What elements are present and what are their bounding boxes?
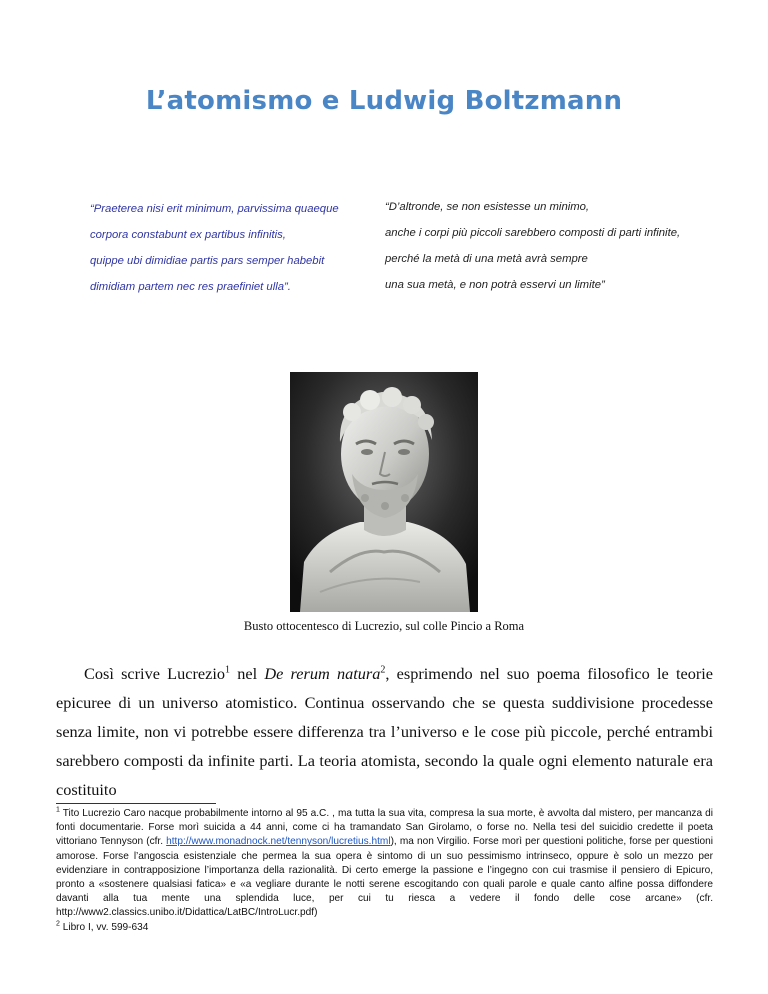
footnotes — [56, 807, 713, 935]
footnote-ref-1[interactable]: 1 — [225, 664, 231, 676]
footnote-number: 2 — [56, 920, 60, 928]
italian-quote-line: anche i corpi più piccoli sarebbero composti di parti infinite, — [385, 227, 681, 239]
latin-quote-line: quippe ubi dimidiae partis pars semper habebit — [90, 255, 325, 267]
footnote-ref-2[interactable]: 2 — [380, 664, 386, 676]
document-title: L’atomismo e Ludwig Boltzmann — [145, 86, 623, 116]
work-title: De rerum natura — [264, 664, 381, 683]
latin-quote-line: corpora constabunt ex partibus infinitis, — [90, 229, 286, 241]
italian-quote-line: “D’altronde, se non esistesse un minimo, — [385, 201, 590, 213]
footnote-number: 1 — [56, 806, 60, 814]
footnote-2 — [56, 921, 713, 935]
footnote-separator — [56, 803, 216, 804]
image-caption: Busto ottocentesco di Lucrezio, sul colle Pincio a Roma — [243, 619, 525, 633]
body-paragraph — [56, 659, 713, 804]
footnote-text: Libro I, vv. 599-634 — [59, 921, 149, 933]
footnote-text: Tito Lucrezio Caro nacque probabilmente intorno al 95 a.C. , ma tutta la sua vita, compresa la sua morte, è avvolta dal mistero, per mancanza di fonti documentarie. Forse morì suicida a 44 anni, come ci ha tramandato San Girolamo, o forse no. Nella tesi del suicidio credette il poeta vittoriano Tennyson (cfr. — [56, 808, 713, 848]
footnote-text: ), ma non Virgilio. Forse morì per questioni politiche, forse per questioni amorose. Forse l’angoscia esistenziale che permea la sua opera è sintomo di un suo pessimismo intrinseco, oppure è solo un mezzo per evidenziare in contrapposizione l’importanza della razionalità. Di certo emerge la passione e l’ingegno con cui trasmise il pensiero di Epicuro, pronto a «sostenere qualsiasi fatica» e «a vegliare durante le notti serene escogitando con quali parole e quale canto alfine possa diffondere davanti alla tua mente una splendida luce, per cui tu riesca a vedere il fondo delle cose arcane» (cfr. http://www2.classics.unibo.it/Didattica/LatBC/IntroLucr.pdf) — [56, 836, 713, 919]
paragraph-text: , esprimendo nel suo poema filosofico le teorie epicuree di un universo atomistico. Continua osservando che se questa suddivisione procedesse senza limite, non vi potrebbe essere differenza tra l’universo e le cose più piccole, perché entrambi sarebbero composti da infinite parti. La teoria atomista, secondo la quale ogni elemento naturale era costituito — [56, 664, 714, 799]
latin-quote — [90, 196, 339, 300]
paragraph-text: Così scrive Lucrezio — [84, 664, 226, 683]
latin-quote-line: “Praeterea nisi erit minimum, parvissima quaeque — [90, 203, 339, 215]
bust-illustration — [290, 372, 478, 612]
lucretius-bust-image — [290, 372, 478, 612]
italian-quote — [385, 194, 680, 298]
tennyson-link[interactable]: http://www.monadnock.net/tennyson/lucretius.html — [166, 836, 391, 848]
footnote-1 — [56, 807, 713, 921]
latin-quote-line: dimidiam partem nec res praefiniet ulla”. — [90, 281, 291, 293]
italian-quote-line: una sua metà, e non potrà esservi un limite” — [385, 279, 605, 291]
italian-quote-line: perché la metà di una metà avrà sempre — [385, 253, 588, 265]
paragraph-text: nel — [230, 664, 265, 683]
